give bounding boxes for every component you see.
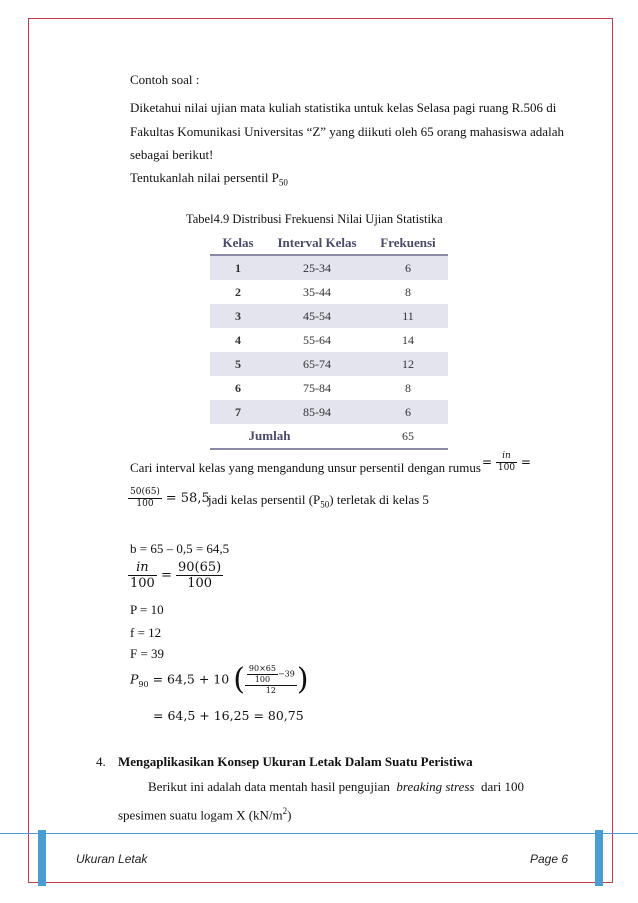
body-line2: spesimen suatu logam X (kN/m <box>118 807 283 823</box>
f-line: f = 12 <box>130 625 162 640</box>
p90-inner-numerator: 90×65 <box>248 664 276 673</box>
conclusion-subscript: 50 <box>320 499 330 510</box>
cell-frekuensi: 8 <box>405 380 411 395</box>
cell-interval: 45-54 <box>266 304 368 328</box>
cell-frekuensi: 6 <box>368 255 448 280</box>
cell-interval: 25-34 <box>266 255 368 280</box>
cell-interval: 35-44 <box>303 284 331 299</box>
task-text: Tentukanlah nilai persentil P <box>130 170 279 185</box>
p90-outer-denominator: 12 <box>265 686 276 695</box>
p90-inner-fraction <box>247 664 278 685</box>
find-interval-text <box>130 460 481 476</box>
footer-page-number: Page 6 <box>530 852 569 866</box>
find-text: Cari interval kelas yang mengandung unsur persentil dengan rumus <box>130 460 481 475</box>
total-label: Jumlah <box>210 424 368 449</box>
fraction-left-den: 100 <box>130 576 155 591</box>
cell-interval: 55-64 <box>303 332 331 347</box>
left-paren: ( <box>233 662 245 697</box>
cell-frekuensi: 11 <box>368 304 448 328</box>
body-start: Berikut ini adalah data mentah hasil pengujian <box>148 779 390 794</box>
section-body-line-1 <box>148 779 524 795</box>
table-row <box>210 328 448 352</box>
section-number: 4. <box>96 754 106 769</box>
header-interval: Interval Kelas <box>266 232 368 255</box>
table-caption: Tabel4.9 Distribusi Frekuensi Nilai Ujian Statistika <box>186 212 443 226</box>
p90-outer-numerator <box>245 664 297 686</box>
table-row <box>210 280 448 304</box>
p90-label: P <box>130 671 139 687</box>
cell-frekuensi: 12 <box>368 352 448 376</box>
cell-kelas: 2 <box>235 284 241 299</box>
conclusion-line <box>208 492 429 513</box>
task-subscript: 50 <box>278 177 288 188</box>
calc-numerator: 50(65) <box>130 487 160 497</box>
header-frekuensi: Frekuensi <box>368 232 448 255</box>
table-row <box>210 352 448 376</box>
table-row <box>210 255 448 280</box>
right-paren: ) <box>296 662 309 697</box>
b-line: b = 65 – 0,5 = 64,5 <box>130 541 230 556</box>
cell-frekuensi: 14 <box>402 332 414 347</box>
footer-title: Ukuran Letak <box>76 852 148 866</box>
cell-interval: 65-74 <box>266 352 368 376</box>
section-title: Mengaplikasikan Konsep Ukuran Letak Dalam Suatu Peristiwa <box>118 754 473 769</box>
left-accent-bar <box>38 830 46 886</box>
total-value: 65 <box>368 424 448 449</box>
footer-rule <box>0 833 638 834</box>
p90-subscript: 90 <box>138 680 149 689</box>
table-row <box>210 400 448 424</box>
section-body-line-2 <box>118 803 292 823</box>
F-line: F = 39 <box>130 646 165 661</box>
body-italic: breaking stress <box>396 779 475 794</box>
fraction-left <box>128 560 157 591</box>
table-row <box>210 376 448 400</box>
fraction-right-num: 90(65) <box>178 560 222 575</box>
body-line2-end: ) <box>287 807 292 823</box>
header-kelas: Kelas <box>210 232 266 255</box>
calc-fraction <box>128 487 162 510</box>
p90-equation <box>130 664 309 696</box>
conclusion-end: ) terletak di kelas 5 <box>329 492 429 507</box>
fraction-right-den: 100 <box>187 576 213 591</box>
right-accent-bar <box>595 830 603 886</box>
fraction-left-num: in <box>128 560 157 576</box>
p90-outer-fraction <box>245 664 297 696</box>
cell-frekuensi: 8 <box>405 284 411 299</box>
cell-kelas: 7 <box>210 400 266 424</box>
cell-kelas: 5 <box>210 352 266 376</box>
cell-interval: 75-84 <box>303 380 331 395</box>
final-line: = 64,5 + 16,25 = 80,75 <box>153 708 304 723</box>
p-line: P = 10 <box>130 602 164 617</box>
cell-kelas: 6 <box>235 380 241 395</box>
intro-line-1: Diketahui nilai ujian mata kuliah statistika untuk kelas Selasa pagi ruang R.506 di <box>130 100 557 115</box>
task-line <box>130 170 288 191</box>
fraction-right <box>176 560 223 591</box>
calc-result: = 58,5 <box>165 491 210 506</box>
formula-top: = $\frac{in}{100}$ = <box>482 451 531 473</box>
formula-numerator: in <box>496 451 517 463</box>
cell-kelas: 1 <box>210 255 266 280</box>
frequency-table <box>210 232 448 450</box>
table-header-row <box>210 232 448 255</box>
cell-interval: 85-94 <box>266 400 368 424</box>
p90-inner-denominator: 100 <box>254 675 271 684</box>
calc-line <box>128 487 210 510</box>
cell-kelas: 3 <box>210 304 266 328</box>
conclusion-text: jadi kelas persentil (P <box>208 492 321 507</box>
fraction-equation: $\frac{in}{100}$ = $\frac{90(65)}{100}$ <box>130 560 222 591</box>
formula-denominator: 100 <box>497 463 516 473</box>
intro-line-2: Fakultas Komunikasi Universitas “Z” yang diikuti oleh 65 orang mahasiswa adalah <box>130 124 564 139</box>
formula-fraction <box>496 451 517 474</box>
example-heading: Contoh soal : <box>130 72 200 87</box>
cell-kelas: 4 <box>235 332 241 347</box>
p90-inner-minus: −39 <box>277 669 295 679</box>
intro-line-3: sebagai berikut! <box>130 147 214 162</box>
calc-denominator: 100 <box>136 499 154 509</box>
table-row <box>210 304 448 328</box>
body-line2-sup: 2 <box>282 806 288 816</box>
p90-expression: = 64,5 + 10 <box>152 671 230 687</box>
body-end: dari 100 <box>481 779 524 794</box>
table-total-row <box>210 424 448 449</box>
cell-frekuensi: 6 <box>368 400 448 424</box>
